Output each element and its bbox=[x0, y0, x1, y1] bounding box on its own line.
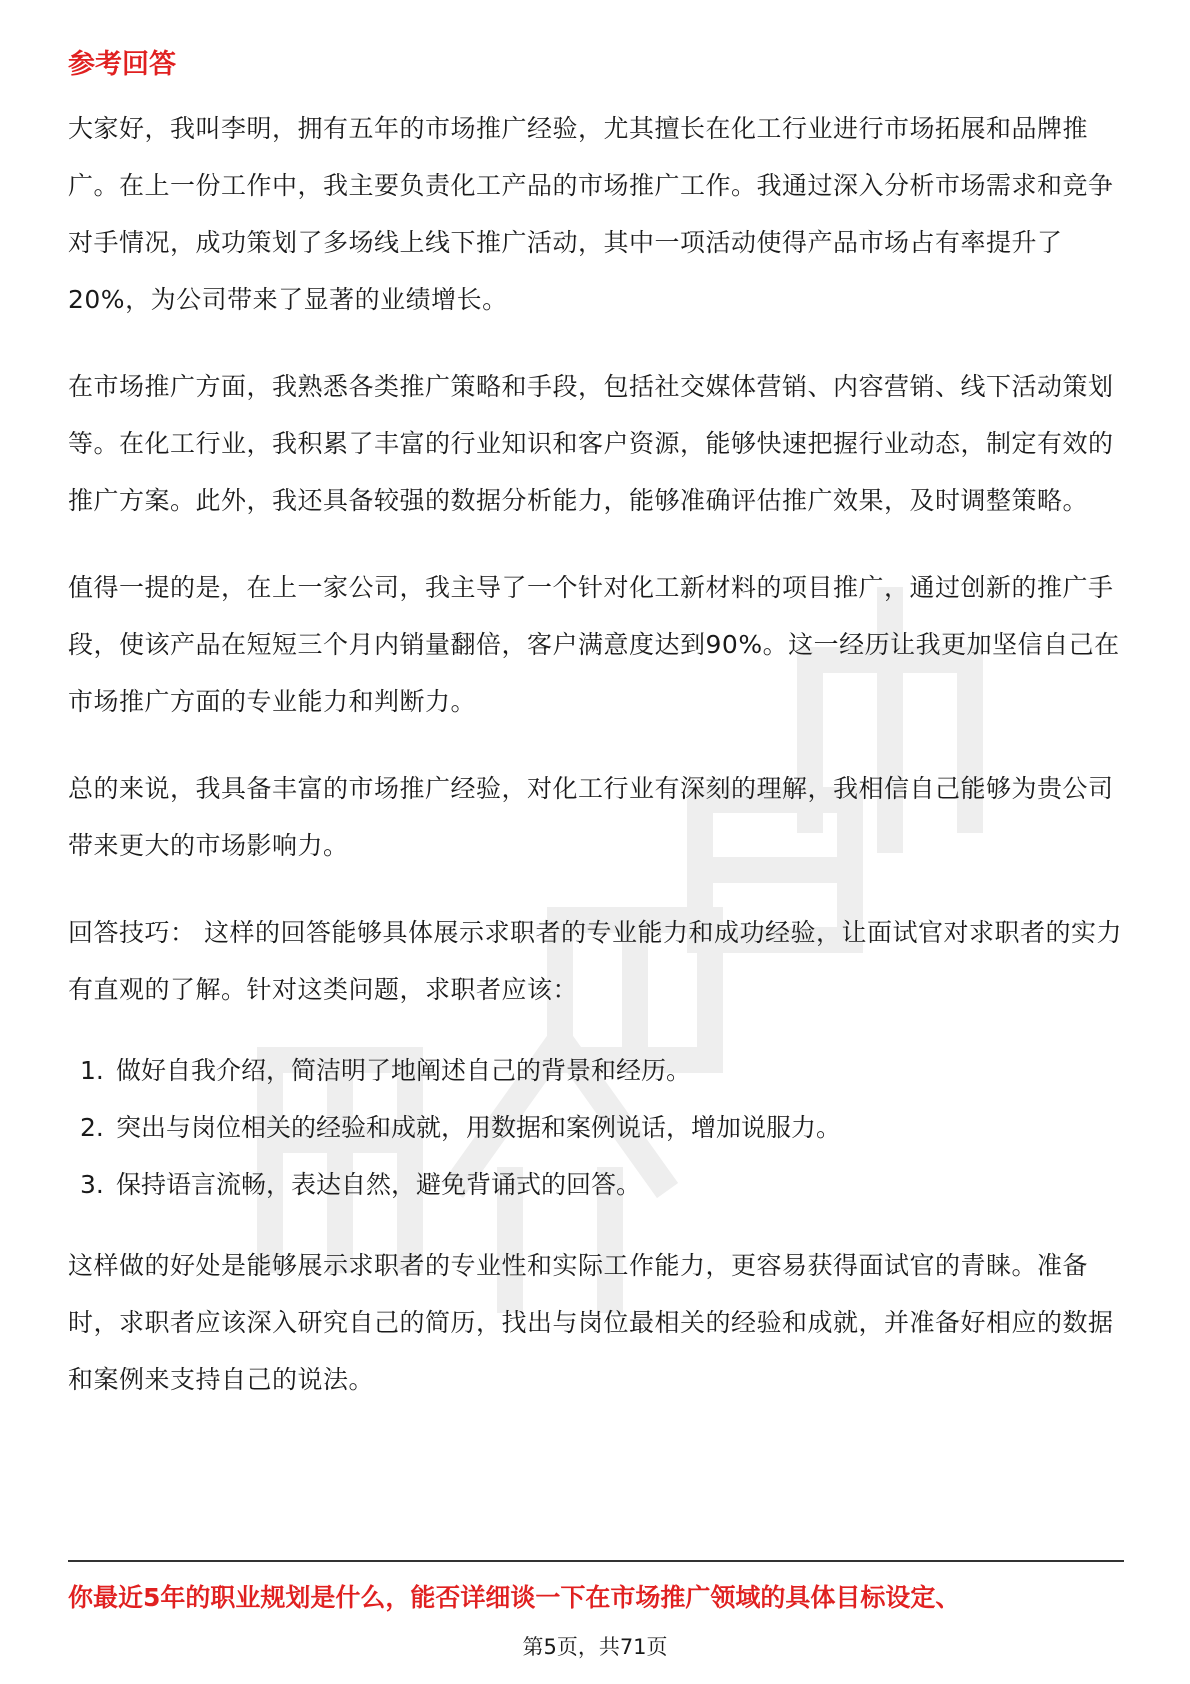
section-divider bbox=[68, 1560, 1124, 1562]
list-item bbox=[80, 1156, 1128, 1213]
list-item bbox=[80, 1099, 1128, 1156]
answer-paragraph-2: 在市场推广方面，我熟悉各类推广策略和手段，包括社交媒体营销、内容营销、线下活动策划等。在化工行业，我积累了丰富的行业知识和客户资源，能够快速把握行业动态，制定有效的推广方案。此外，我还具备较强的数据分析能力，能够准确评估推广效果，及时调整策略。 bbox=[68, 372, 1114, 515]
list-item-number: 3. bbox=[80, 1170, 104, 1199]
page-number: 第5页，共71页 bbox=[522, 1635, 668, 1659]
answer-paragraph-4: 总的来说，我具备丰富的市场推广经验，对化工行业有深刻的理解，我相信自己能够为贵公司带来更大的市场影响力。 bbox=[68, 774, 1114, 860]
answer-content bbox=[68, 40, 1128, 1438]
list-item-text: 突出与岗位相关的经验和成就，用数据和案例说话，增加说服力。 bbox=[116, 1113, 842, 1142]
list-item-text: 做好自我介绍，简洁明了地阐述自己的背景和经历。 bbox=[116, 1056, 692, 1085]
list-item-text: 保持语言流畅，表达自然，避免背诵式的回答。 bbox=[116, 1170, 642, 1199]
list-item-number: 1. bbox=[80, 1056, 104, 1085]
section-title: 参考回答 bbox=[68, 49, 176, 80]
answer-paragraph-1: 大家好，我叫李明，拥有五年的市场推广经验，尤其擅长在化工行业进行市场拓展和品牌推广。在上一份工作中，我主要负责化工产品的市场推广工作。我通过深入分析市场需求和竞争对手情况，成功策划了多场线上线下推广活动，其中一项活动使得产品市场占有率提升了20%，为公司带来了显著的业绩增长。 bbox=[68, 114, 1114, 314]
list-item-number: 2. bbox=[80, 1113, 104, 1142]
answer-paragraph-3: 值得一提的是，在上一家公司，我主导了一个针对化工新材料的项目推广，通过创新的推广手段，使该产品在短短三个月内销量翻倍，客户满意度达到90%。这一经历让我更加坚信自己在市场推广方面的专业能力和判断力。 bbox=[68, 573, 1120, 716]
tips-intro-paragraph: 回答技巧： 这样的回答能够具体展示求职者的专业能力和成功经验，让面试官对求职者的实力有直观的了解。针对这类问题，求职者应该： bbox=[68, 918, 1122, 1004]
next-question-heading: 你最近5年的职业规划是什么，能否详细谈一下在市场推广领域的具体目标设定、 bbox=[68, 1583, 961, 1612]
list-item bbox=[80, 1042, 1128, 1099]
tips-list bbox=[80, 1042, 1128, 1213]
closing-paragraph: 这样做的好处是能够展示求职者的专业性和实际工作能力，更容易获得面试官的青睐。准备时，求职者应该深入研究自己的简历，找出与岗位最相关的经验和成就，并准备好相应的数据和案例来支持自己的说法。 bbox=[68, 1251, 1114, 1394]
